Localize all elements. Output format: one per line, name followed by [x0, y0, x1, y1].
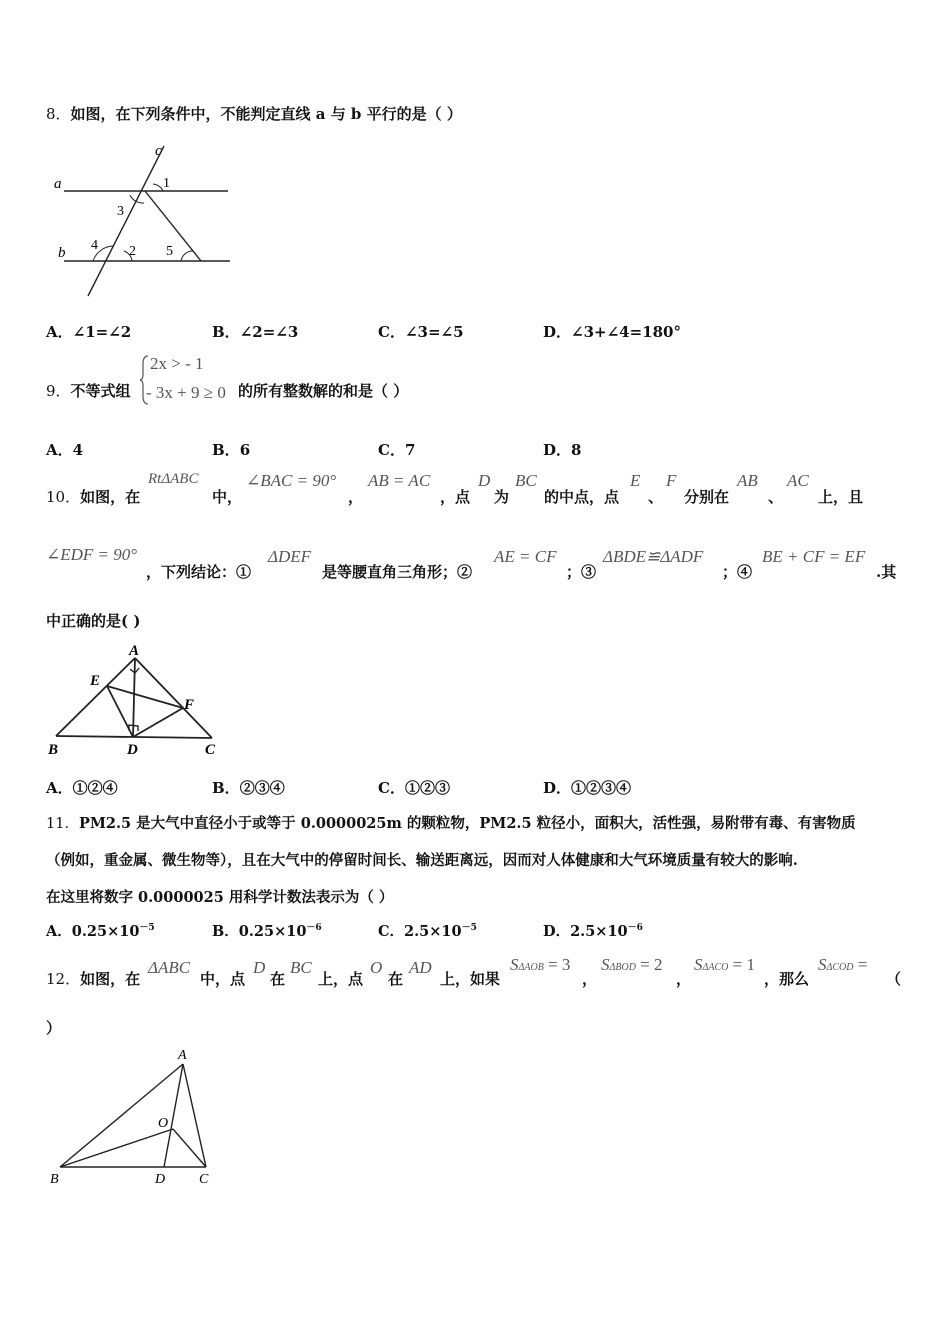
label-5: 5: [166, 244, 173, 259]
label-a: a: [54, 176, 62, 192]
q9-number: 9．: [46, 382, 71, 400]
q10-text-8: 分别在: [684, 488, 730, 506]
q10-text-12: 是等腰直角三角形；②: [322, 563, 473, 581]
q9-option-c[interactable]: [378, 439, 415, 460]
label-F: F: [184, 697, 195, 713]
q10-text-15: .其: [876, 563, 897, 581]
label-D: D: [127, 742, 138, 758]
line-c: [88, 146, 164, 296]
q11-option-c[interactable]: [378, 920, 477, 941]
q10-math-d: D: [478, 471, 491, 490]
q12-stem-start: [46, 968, 140, 989]
q10-text-4: ，点: [440, 488, 471, 506]
label-3: 3: [117, 204, 124, 219]
area-subscript: ΔBOD: [609, 962, 636, 973]
q8-option-c[interactable]: [378, 321, 464, 342]
q10-math-e: E: [630, 471, 641, 490]
q10-text-2: 中，: [212, 488, 243, 506]
q12-text-9: ，那么: [764, 970, 810, 988]
q11-line-2: （例如，重金属、微生物等），且在大气中的停留时间长、输送距离远，因而对人体健康和大气环境质量有较大的影响.: [46, 852, 798, 869]
q10-text-11: ，下列结论：①: [146, 563, 252, 581]
q10-option-d[interactable]: [543, 777, 631, 798]
option-key: D．: [543, 441, 572, 459]
option-key: D．: [543, 323, 572, 341]
q9-option-d[interactable]: [543, 439, 581, 460]
q10-text-9: 、: [768, 488, 784, 506]
option-key: B．: [212, 923, 239, 940]
option-base: 2.5×10: [404, 923, 462, 940]
area-symbol: S: [818, 955, 827, 974]
transversal-2: [145, 191, 201, 261]
label-2: 2: [129, 244, 136, 259]
option-key: B．: [212, 779, 240, 797]
area-value: =: [853, 955, 868, 974]
q11-option-d[interactable]: [543, 920, 643, 941]
option-text: ∠3+∠4=180°: [571, 323, 681, 341]
q8-figure: [46, 138, 236, 300]
option-key: C．: [378, 323, 405, 341]
option-key: A．: [46, 923, 72, 940]
q10-math-angle-bac: ∠BAC = 90°: [246, 471, 337, 490]
q10-text-3: ，: [348, 488, 364, 506]
q10-math-ae-cf: AE = CF: [494, 547, 557, 566]
q12-text-1: 如图，在: [80, 970, 141, 988]
q10-math-def: ΔDEF: [268, 547, 312, 566]
q10-math-ac: AC: [787, 471, 809, 490]
q8-option-b[interactable]: [212, 321, 298, 342]
q12-text-3: 在: [270, 970, 286, 988]
q8-option-a[interactable]: [46, 321, 131, 342]
q10-math-be-cf-ef: BE + CF = EF: [762, 547, 866, 566]
area-value: = 3: [543, 955, 571, 974]
q10-math-congruent: ΔBDE≌ΔADF: [603, 547, 704, 566]
option-text: ②③④: [239, 779, 285, 797]
q12-text-2: 中，点: [200, 970, 246, 988]
option-exponent: －6: [627, 923, 643, 934]
option-text: ∠1=∠2: [72, 323, 132, 341]
option-key: A．: [46, 323, 73, 341]
q12-math-ad: AD: [409, 958, 432, 977]
label-1: 1: [163, 176, 170, 191]
q12-text-11: ）: [46, 1019, 62, 1037]
label-B: B: [48, 742, 59, 758]
q12-area-aob: [510, 955, 570, 975]
q12-text-8: ，: [676, 970, 692, 988]
q8-option-d[interactable]: [543, 321, 681, 342]
q12-number: 12．: [46, 970, 81, 988]
option-base: 0.25×10: [71, 923, 140, 940]
q12-area-cod: [818, 955, 867, 975]
label-O: O: [158, 1116, 169, 1131]
q10-number: 10．: [46, 488, 81, 506]
q10-text-1: 如图，在: [80, 488, 141, 506]
option-key: B．: [212, 441, 240, 459]
area-symbol: S: [601, 955, 610, 974]
q12-figure: [44, 1044, 224, 1190]
q12-math-abc: ΔABC: [148, 958, 191, 977]
option-text: 4: [72, 441, 84, 459]
q12-area-aco: [694, 955, 755, 975]
q9-inequality-2: - 3x + 9 ≥ 0: [146, 383, 226, 402]
q12-text-6: 上，如果: [440, 970, 501, 988]
option-base: 2.5×10: [570, 923, 628, 940]
q10-text-13: ；③: [566, 563, 597, 581]
q8-text: 如图，在下列条件中，不能判定直线 a 与 b 平行的是（ ）: [70, 105, 462, 123]
q10-math-angle-edf: ∠EDF = 90°: [46, 545, 138, 564]
q10-math-rt-abc: RtΔABC: [148, 471, 199, 487]
option-key: D．: [543, 923, 571, 940]
option-text: ∠3=∠5: [404, 323, 464, 341]
q10-math-ab: AB: [737, 471, 758, 490]
option-key: A．: [46, 779, 73, 797]
area-value: = 1: [728, 955, 755, 974]
area-subscript: ΔACO: [702, 962, 729, 973]
option-key: C．: [378, 441, 405, 459]
q11-line-3: 在这里将数字 0.0000025 用科学计数法表示为（ ）: [46, 889, 394, 906]
option-text: ①②③④: [571, 779, 632, 797]
option-text: ∠2=∠3: [239, 323, 299, 341]
area-symbol: S: [694, 955, 703, 974]
option-key: C．: [378, 923, 405, 940]
area-symbol: S: [510, 955, 519, 974]
option-exponent: －6: [306, 923, 322, 934]
q12-math-bc: BC: [290, 958, 312, 977]
option-base: 0.25×10: [238, 923, 307, 940]
option-text: ①②④: [72, 779, 118, 797]
option-exponent: －5: [139, 923, 155, 934]
q9-suffix: 的所有整数解的和是（ ）: [238, 382, 409, 400]
q10-option-a[interactable]: [46, 777, 118, 798]
q11-number: 11．: [46, 816, 79, 832]
q10-math-f: F: [666, 471, 677, 490]
q10-math-bc: BC: [515, 471, 537, 490]
label-D: D: [155, 1172, 166, 1187]
arc-5: [181, 251, 193, 261]
q12-text-4: 上，点: [318, 970, 364, 988]
option-text: ①②③: [404, 779, 450, 797]
q10-text-10: 上，且: [818, 488, 864, 506]
q9-option-a[interactable]: [46, 439, 83, 460]
label-A: A: [178, 1048, 187, 1063]
label-b: b: [58, 245, 66, 261]
area-subscript: ΔCOD: [826, 962, 854, 973]
label-B: B: [50, 1172, 59, 1187]
option-key: A．: [46, 441, 73, 459]
q11-text-1: PM2.5 是大气中直径小于或等于 0.0000025m 的颗粒物，PM2.5 粒径小，面积大，活性强，易附带有毒、有害物质: [78, 815, 856, 832]
q12-text-10: （: [886, 970, 902, 988]
q9-option-b[interactable]: [212, 439, 250, 460]
q10-option-b[interactable]: [212, 777, 285, 798]
option-key: C．: [378, 779, 405, 797]
q11-option-a[interactable]: [46, 920, 155, 941]
q12-area-bod: [601, 955, 663, 975]
q10-text-7: 、: [648, 488, 664, 506]
q12-text-7: ，: [582, 970, 598, 988]
label-E: E: [90, 673, 101, 689]
area-subscript: ΔAOB: [518, 962, 544, 973]
q10-text-14: ；④: [722, 563, 753, 581]
option-text: 8: [571, 441, 582, 459]
label-C: C: [199, 1172, 209, 1187]
q10-text-5: 为: [494, 488, 510, 506]
option-text: 6: [239, 441, 251, 459]
label-c: c: [155, 143, 162, 159]
q12-text-5: 在: [388, 970, 404, 988]
q10-text-6: 的中点，点: [544, 488, 620, 506]
area-value: = 2: [635, 955, 663, 974]
option-text: 7: [404, 441, 416, 459]
q8-stem: [46, 103, 462, 124]
label-C: C: [205, 742, 216, 758]
option-key: B．: [212, 323, 240, 341]
q9-inequality-1: 2x > - 1: [150, 354, 204, 373]
q11-option-b[interactable]: [212, 920, 322, 941]
q10-stem-start: [46, 486, 140, 507]
q12-math-o: O: [370, 958, 383, 977]
q11-line-1: [46, 812, 856, 833]
q10-math-ab-ac: AB = AC: [368, 471, 431, 490]
option-exponent: －5: [461, 923, 477, 934]
q10-text-16: 中正确的是( ): [46, 612, 141, 630]
q9-prefix: 不等式组: [70, 382, 131, 400]
q10-figure: [44, 640, 234, 760]
option-key: D．: [543, 779, 572, 797]
q12-math-d: D: [253, 958, 266, 977]
label-4: 4: [91, 238, 98, 253]
label-A: A: [129, 643, 140, 659]
arc-1: [153, 184, 163, 191]
q10-option-c[interactable]: [378, 777, 450, 798]
q8-number: 8．: [46, 105, 71, 123]
q9-stem-prefix: [46, 380, 131, 401]
